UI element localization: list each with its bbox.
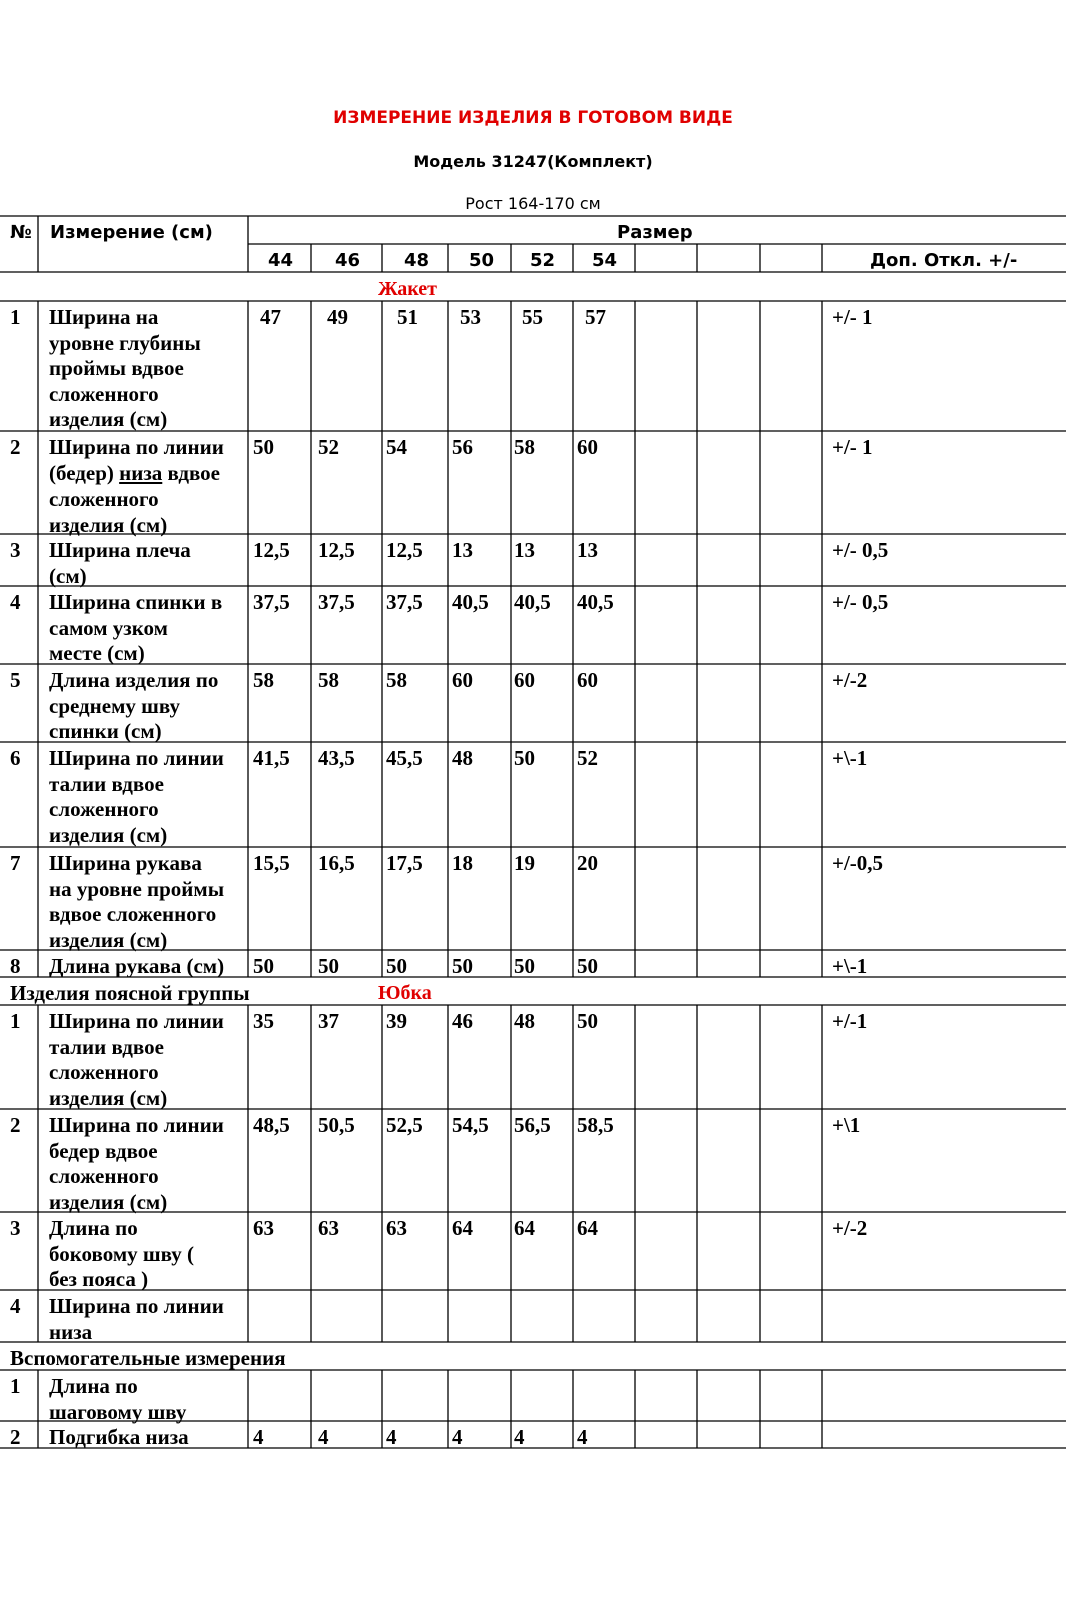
- row-name: Ширина рукава: [49, 851, 202, 875]
- row-name: Ширина по линии: [49, 1113, 224, 1137]
- jacket-row-num: 1: [10, 305, 21, 329]
- jacket-value: 18: [452, 851, 473, 875]
- skirt-value: 63: [253, 1216, 274, 1240]
- jacket-value: 40,5: [577, 590, 614, 614]
- jacket-value: 58: [253, 668, 274, 692]
- jacket-value: 37,5: [386, 590, 423, 614]
- jacket-value: 45,5: [386, 746, 423, 770]
- row-name: изделия (см): [49, 1085, 168, 1110]
- jacket-value: 12,5: [386, 538, 423, 562]
- aux-value: 4: [318, 1425, 329, 1449]
- skirt-row-num: 2: [10, 1113, 21, 1137]
- row-name: бедер вдвое: [49, 1138, 158, 1163]
- aux-value: 4: [386, 1425, 397, 1449]
- skirt-value: 63: [318, 1216, 339, 1240]
- row-name: низа: [49, 1319, 93, 1344]
- header-measure: Измерение (см): [50, 222, 213, 243]
- row-name: на уровне проймы: [49, 876, 225, 901]
- jacket-row-num: 7: [10, 851, 21, 875]
- row-name: самом узком: [49, 615, 168, 640]
- skirt-value: 48: [514, 1009, 535, 1033]
- skirt-row-num: 3: [10, 1216, 21, 1240]
- row-name: сложенного: [49, 487, 159, 511]
- jacket-value: 54: [386, 435, 407, 459]
- jacket-value: 19: [514, 851, 535, 875]
- jacket-value: 13: [514, 538, 535, 562]
- jacket-value: 47: [260, 305, 281, 329]
- jacket-value: 12,5: [253, 538, 290, 562]
- row-name: (см): [49, 563, 87, 588]
- row-name: изделия (см): [49, 407, 168, 432]
- aux-value: 4: [253, 1425, 264, 1449]
- row-name: Ширина спинки в: [49, 590, 223, 614]
- section-waist-group: Изделия поясной группы: [10, 981, 250, 1005]
- jacket-value: 60: [577, 435, 598, 459]
- row-name: Ширина по линии: [49, 1294, 224, 1318]
- row-name: спинки (см): [49, 719, 162, 744]
- page-title: ИЗМЕРЕНИЕ ИЗДЕЛИЯ В ГОТОВОМ ВИДЕ: [333, 108, 733, 128]
- jacket-value: 50: [514, 954, 535, 978]
- row-name: сложенного: [49, 1164, 159, 1189]
- header-size-50: 50: [469, 250, 495, 271]
- jacket-value: 53: [460, 305, 481, 329]
- jacket-value: 41,5: [253, 746, 290, 770]
- jacket-value: 50: [386, 954, 407, 978]
- skirt-value: 48,5: [253, 1113, 290, 1137]
- header-size-54: 54: [592, 250, 618, 271]
- jacket-row-num: 4: [10, 590, 21, 614]
- jacket-tolerance: +/-0,5: [832, 851, 884, 875]
- row-name: Длина рукава (см): [49, 954, 225, 978]
- jacket-value: 48: [452, 746, 473, 770]
- skirt-value: 46: [452, 1009, 473, 1033]
- header-tolerance: Доп. Откл. +/-: [870, 250, 1018, 271]
- header-size-48: 48: [404, 250, 430, 271]
- section-skirt: Юбка: [378, 982, 432, 1004]
- jacket-value: 15,5: [253, 851, 290, 875]
- aux-row-num: 1: [10, 1374, 21, 1398]
- jacket-value: 13: [577, 538, 598, 562]
- jacket-row-num: 8: [10, 954, 21, 978]
- skirt-value: 37: [318, 1009, 339, 1033]
- row-name: талии вдвое: [49, 771, 164, 796]
- row-name: сложенного: [49, 797, 159, 822]
- jacket-tolerance: +/-2: [832, 668, 868, 692]
- skirt-value: 50: [577, 1009, 598, 1033]
- skirt-value: 35: [253, 1009, 274, 1033]
- skirt-value: 52,5: [386, 1113, 423, 1137]
- header-size-44: 44: [268, 250, 294, 271]
- skirt-value: 64: [452, 1216, 473, 1240]
- row-name: вдвое сложенного: [49, 902, 217, 927]
- model-label: Модель 31247(Комплект): [413, 152, 653, 171]
- jacket-value: 50: [577, 954, 598, 978]
- jacket-value: 17,5: [386, 851, 423, 875]
- row-name: изделия (см): [49, 822, 168, 847]
- jacket-value: 37,5: [253, 590, 290, 614]
- jacket-value: 60: [452, 668, 473, 692]
- row-name: месте (см): [49, 641, 145, 666]
- skirt-value: 58,5: [577, 1113, 614, 1137]
- jacket-value: 51: [397, 305, 418, 329]
- skirt-value: 39: [386, 1009, 407, 1033]
- row-name: проймы вдвое: [49, 356, 184, 381]
- jacket-value: 50: [253, 954, 274, 978]
- skirt-row-num: 4: [10, 1294, 21, 1318]
- header-size: Размер: [617, 222, 693, 243]
- skirt-row-num: 1: [10, 1009, 21, 1033]
- jacket-value: 50: [318, 954, 339, 978]
- row-name: среднему шву: [49, 693, 180, 718]
- jacket-value: 50: [452, 954, 473, 978]
- row-name: Длина по: [49, 1216, 138, 1240]
- jacket-value: 40,5: [452, 590, 489, 614]
- jacket-value: 52: [318, 435, 339, 459]
- section-jacket: Жакет: [378, 278, 438, 300]
- jacket-value: 12,5: [318, 538, 355, 562]
- section-aux: Вспомогательные измерения: [10, 1346, 286, 1370]
- jacket-row-num: 3: [10, 538, 21, 562]
- skirt-tolerance: +\1: [832, 1113, 861, 1137]
- jacket-value: 57: [585, 305, 606, 329]
- skirt-value: 64: [514, 1216, 535, 1240]
- jacket-row-num: 5: [10, 668, 21, 692]
- jacket-value: 60: [514, 668, 535, 692]
- row-name: Ширина по линии: [49, 1009, 224, 1033]
- aux-value: 4: [514, 1425, 525, 1449]
- jacket-value: 16,5: [318, 851, 355, 875]
- row-name: Ширина по линии: [49, 435, 224, 459]
- row-name: Подгибка низа: [49, 1425, 189, 1449]
- row-name: Длина по: [49, 1374, 138, 1398]
- header-size-52: 52: [530, 250, 556, 271]
- jacket-value: 60: [577, 668, 598, 692]
- row-name: Длина изделия по: [49, 668, 219, 692]
- jacket-row-num: 2: [10, 435, 21, 459]
- row-name: (бедер) низа вдвое: [49, 461, 220, 485]
- row-name: Ширина плеча: [49, 538, 191, 562]
- jacket-tolerance: +/- 1: [832, 305, 873, 329]
- jacket-value: 20: [577, 851, 598, 875]
- aux-value: 4: [452, 1425, 463, 1449]
- row-name: Ширина на: [49, 305, 159, 329]
- row-name: изделия (см): [49, 513, 168, 537]
- jacket-value: 58: [318, 668, 339, 692]
- row-name: изделия (см): [49, 1189, 168, 1214]
- jacket-value: 43,5: [318, 746, 355, 770]
- jacket-value: 56: [452, 435, 473, 459]
- row-name: талии вдвое: [49, 1034, 164, 1059]
- skirt-value: 64: [577, 1216, 598, 1240]
- header-size-46: 46: [335, 250, 361, 271]
- jacket-value: 52: [577, 746, 598, 770]
- row-name: Ширина по линии: [49, 746, 224, 770]
- skirt-value: 63: [386, 1216, 407, 1240]
- row-name: без пояса ): [49, 1267, 149, 1292]
- row-name: сложенного: [49, 381, 159, 406]
- jacket-value: 50: [253, 435, 274, 459]
- jacket-value: 37,5: [318, 590, 355, 614]
- row-name: изделия (см): [49, 927, 168, 952]
- aux-value: 4: [577, 1425, 588, 1449]
- jacket-value: 49: [327, 305, 348, 329]
- skirt-value: 56,5: [514, 1113, 551, 1137]
- row-name: уровне глубины: [49, 330, 201, 355]
- jacket-value: 55: [522, 305, 543, 329]
- jacket-value: 58: [514, 435, 535, 459]
- row-name: боковому шву (: [49, 1241, 194, 1266]
- jacket-value: 50: [514, 746, 535, 770]
- height-label: Рост 164-170 см: [465, 194, 601, 213]
- jacket-tolerance: +/- 0,5: [832, 538, 889, 562]
- jacket-tolerance: +\-1: [832, 746, 868, 770]
- jacket-row-num: 6: [10, 746, 21, 770]
- jacket-value: 58: [386, 668, 407, 692]
- jacket-tolerance: +\-1: [832, 954, 868, 978]
- row-name: шаговому шву: [49, 1399, 187, 1424]
- jacket-value: 13: [452, 538, 473, 562]
- skirt-tolerance: +/-1: [832, 1009, 868, 1033]
- header-num: №: [10, 222, 32, 243]
- jacket-tolerance: +/- 0,5: [832, 590, 889, 614]
- aux-row-num: 2: [10, 1425, 21, 1449]
- skirt-value: 50,5: [318, 1113, 355, 1137]
- jacket-tolerance: +/- 1: [832, 435, 873, 459]
- skirt-value: 54,5: [452, 1113, 489, 1137]
- skirt-tolerance: +/-2: [832, 1216, 868, 1240]
- row-name: сложенного: [49, 1060, 159, 1085]
- jacket-value: 40,5: [514, 590, 551, 614]
